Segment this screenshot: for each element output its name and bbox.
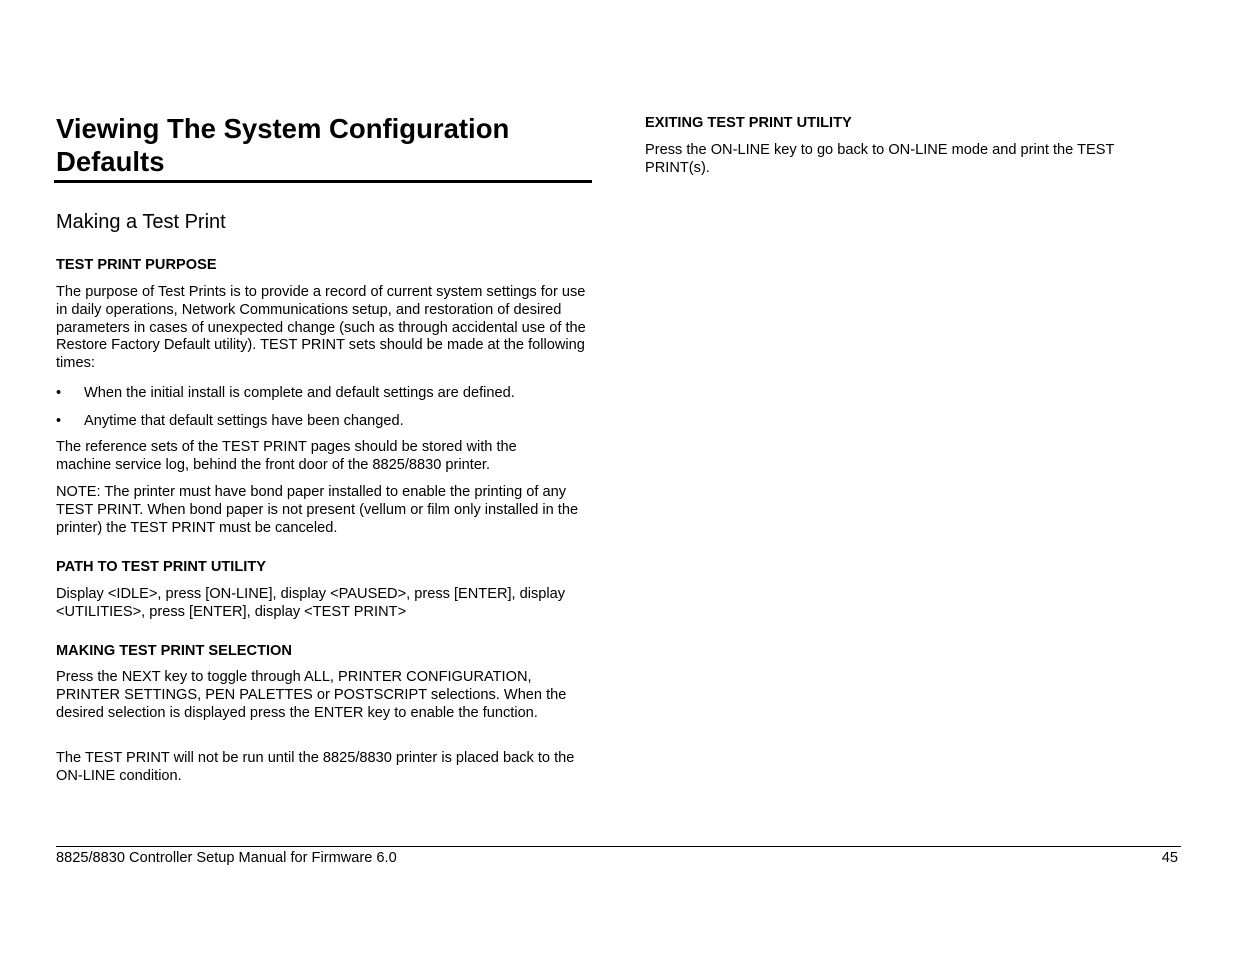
reference-paragraph: The reference sets of the TEST PRINT pages should be stored with the machine service log, behind the front door of the 8825/8830 printer.: [56, 439, 517, 473]
exit-heading: EXITING TEST PRINT UTILITY: [645, 115, 852, 131]
bullet-text: Anytime that default settings have been changed.: [84, 413, 404, 429]
bullet-item: [56, 412, 596, 430]
footer-page-number: 45: [1161, 850, 1178, 866]
purpose-paragraph: The purpose of Test Prints is to provide a record of current system settings for use in daily operations, Network Communications setup, and restoration of desired parameters in cases of unexpected change (such as through accidental use of the Restore Factory Default utility). TEST PRINT sets should be made at the following times:: [56, 284, 586, 372]
selection-heading: MAKING TEST PRINT SELECTION: [56, 643, 292, 659]
section-heading: Making a Test Print: [56, 211, 226, 233]
path-paragraph: Display <IDLE>, press [ON-LINE], display <PAUSED>, press [ENTER], display <UTILITIES>, press [ENTER], display <TEST PRINT>: [56, 586, 566, 620]
bullet-glyph: •: [56, 413, 62, 429]
selection-paragraph: Press the NEXT key to toggle through ALL, PRINTER CONFIGURATION, PRINTER SETTINGS, PEN PALETTES or POSTSCRIPT selections. When the desired selection is displayed press the ENTER key to enable the function.: [56, 669, 567, 721]
left-column: [56, 112, 596, 784]
footer-manual-title: 8825/8830 Controller Setup Manual for Firmware 6.0: [56, 850, 397, 866]
bullet-item: [56, 384, 596, 402]
purpose-heading: TEST PRINT PURPOSE: [56, 257, 217, 273]
page-title: Viewing The System Configuration Defaults: [56, 113, 510, 177]
note-paragraph: NOTE: The printer must have bond paper installed to enable the printing of any TEST PRINT. When bond paper is not present (vellum or film only installed in the printer) the TEST PRINT must be canceled.: [56, 484, 579, 536]
bullet-glyph: •: [56, 385, 62, 401]
exit-paragraph: Press the ON-LINE key to go back to ON-LINE mode and print the TEST PRINT(s).: [645, 142, 1115, 176]
bullet-text: When the initial install is complete and default settings are defined.: [84, 385, 515, 401]
title-underline: [54, 180, 592, 183]
path-heading: PATH TO TEST PRINT UTILITY: [56, 559, 266, 575]
footer-rule: [56, 846, 1181, 847]
online-paragraph: The TEST PRINT will not be run until the 8825/8830 printer is placed back to the ON-LINE condition.: [56, 750, 575, 784]
